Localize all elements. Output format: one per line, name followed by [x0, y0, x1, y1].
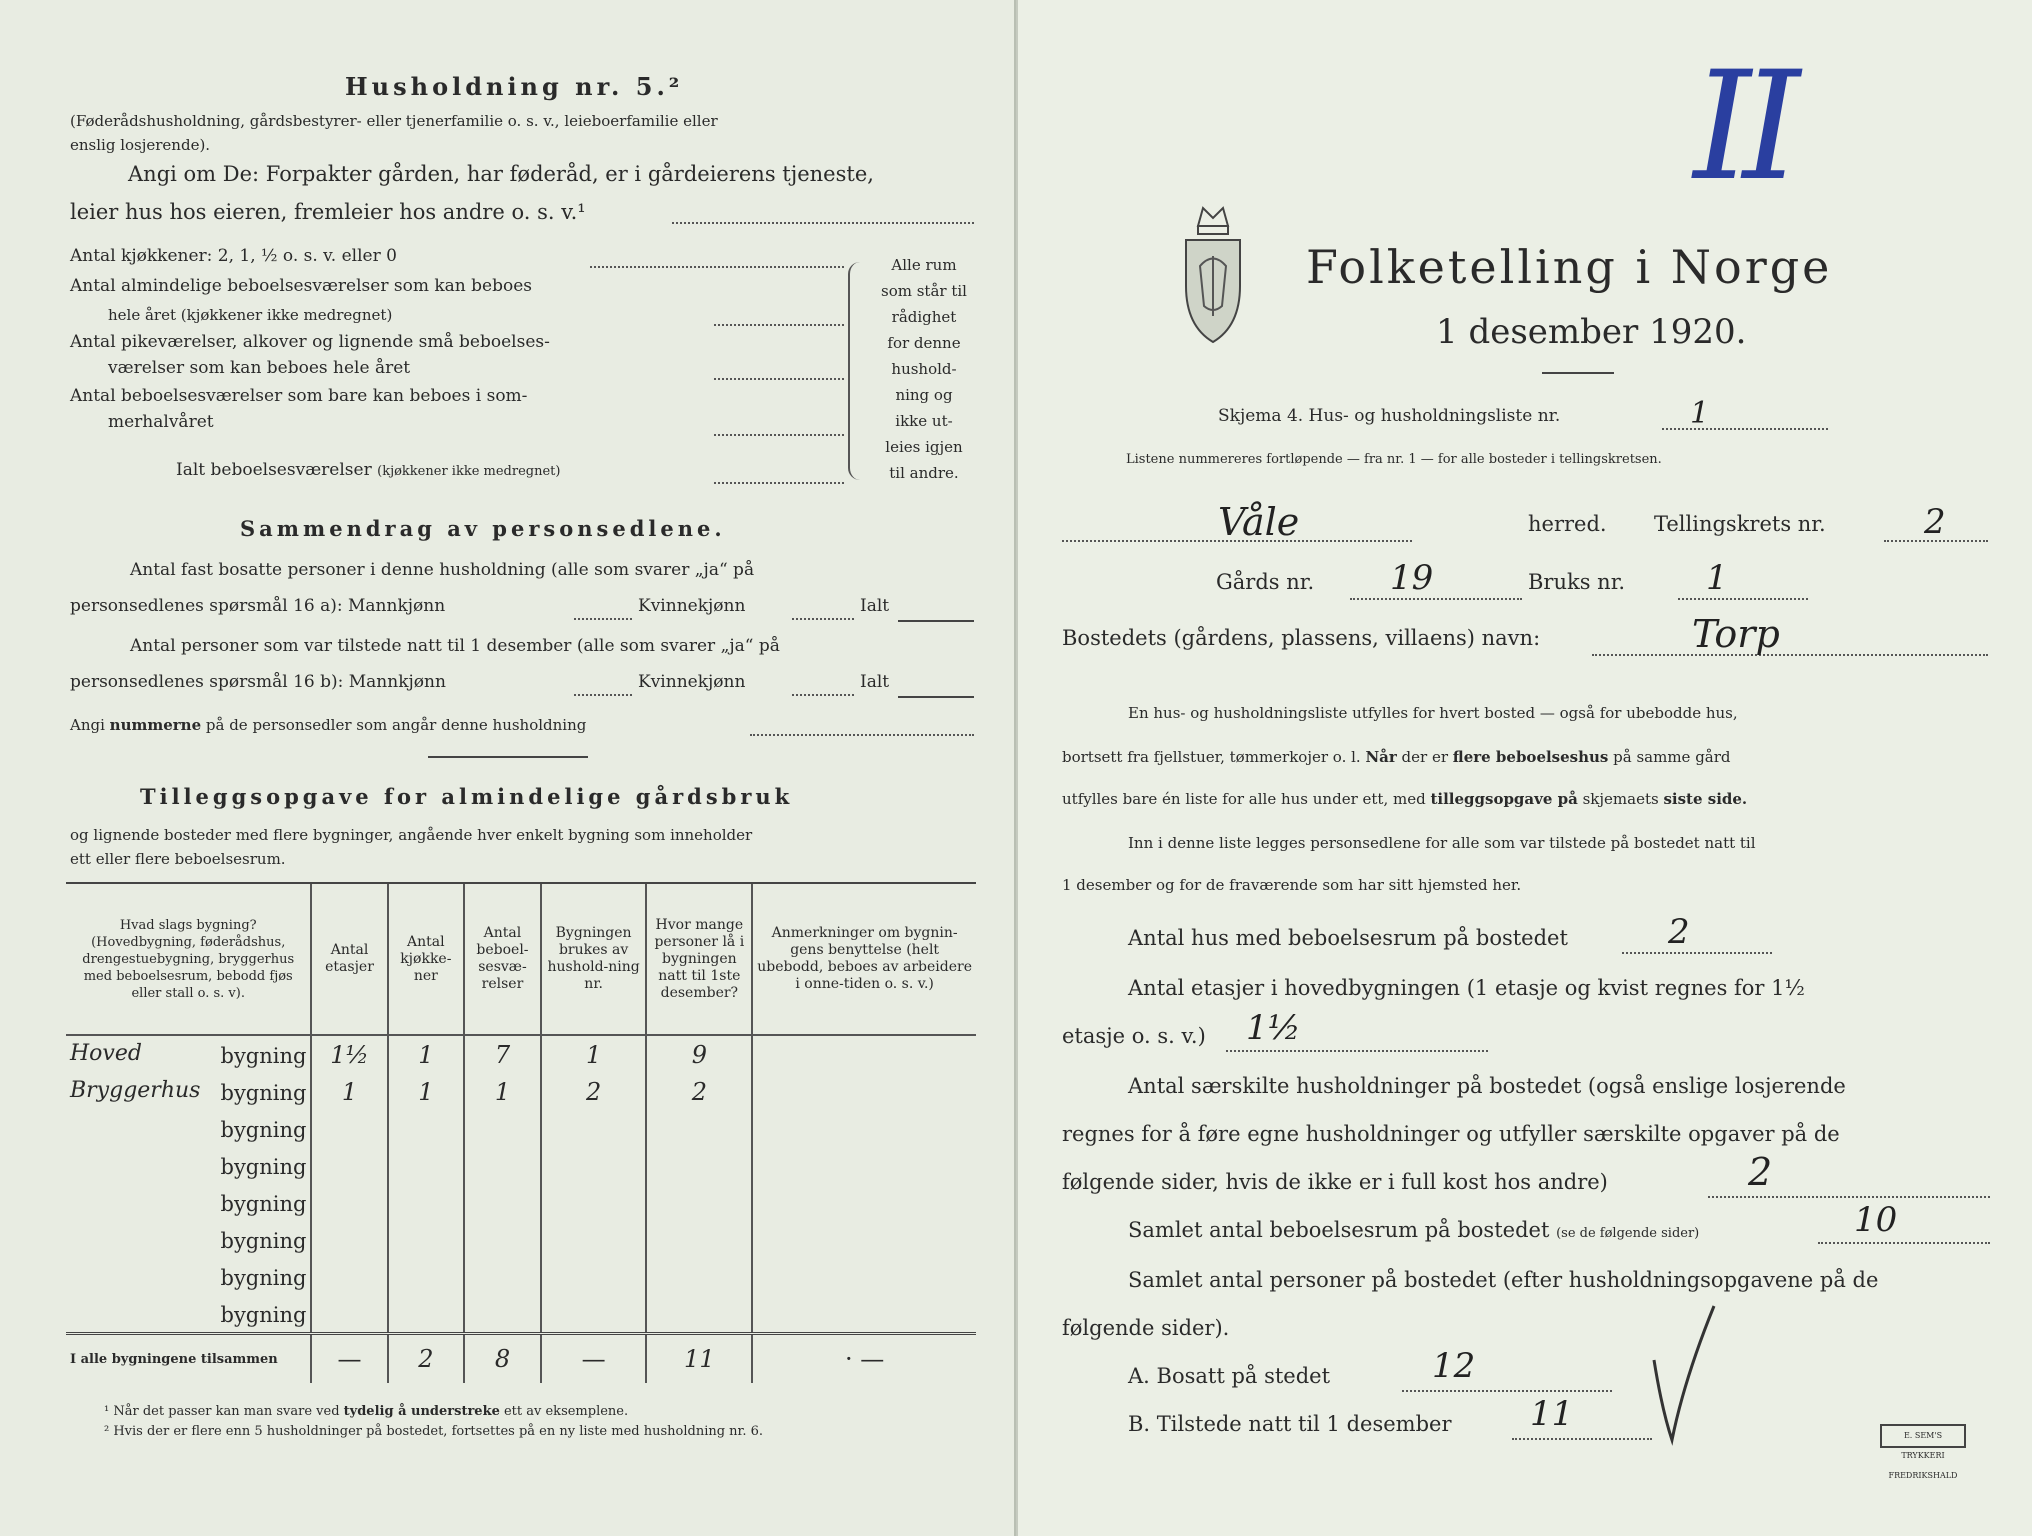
side-note-brace	[848, 262, 864, 480]
cell-hush	[541, 1147, 647, 1184]
table-row	[66, 1073, 976, 1110]
building-name-cell	[66, 1258, 311, 1295]
total-anm: · —	[752, 1334, 976, 1384]
side-note-line: som står til	[881, 282, 967, 300]
building-name-cell	[66, 1221, 311, 1258]
cell-hush	[541, 1110, 647, 1147]
rooms-total-label	[176, 460, 560, 480]
instr-2-pre: bortsett fra fjellstuer, tømmerkojer o. l.	[1062, 748, 1366, 766]
etasjer-value: 1½	[1246, 1008, 1301, 1048]
summary-1-kvinne: Kvinnekjønn	[638, 596, 746, 616]
instr-3-mid: skjemaets	[1577, 790, 1664, 808]
instr-3-bold2: siste side.	[1663, 790, 1748, 808]
side-note-line: ikke ut-	[895, 412, 953, 430]
instruction-4: Inn i denne liste legges personsedlene for alle som var tilstede på bostedet natt til	[1128, 834, 1756, 852]
cell-vaerelser	[464, 1184, 541, 1221]
footnote-2: ² Hvis der er flere enn 5 husholdninger på bostedet, fortsettes på en ny liste med husholdning nr. 6.	[104, 1424, 764, 1439]
instruction-5: 1 desember og for de fraværende som har sitt hjemsted her.	[1062, 876, 1522, 894]
building-name: Bryggerhus	[70, 1077, 201, 1103]
form-date: 1 desember 1920.	[1436, 312, 1747, 352]
krets-value: 2	[1924, 502, 1946, 542]
total-kjokken: 2	[388, 1334, 465, 1384]
footnote-1	[104, 1404, 628, 1419]
cell-etasjer	[311, 1184, 387, 1221]
cell-kjokken	[388, 1295, 465, 1334]
footnote-1-post: ett av eksemplene.	[499, 1404, 629, 1419]
rooms-2-label: Antal pikeværelser, alkover og lignende små beboelses-	[70, 332, 550, 352]
cell-vaerelser	[464, 1147, 541, 1184]
numbers-post: på de personsedler som angår denne husholdning	[201, 716, 587, 734]
rooms-1b-label: hele året (kjøkkener ikke medregnet)	[108, 306, 393, 324]
household-note: (Føderådshusholdning, gårdsbestyrer- eller tjenerfamilie o. s. v., leieboerfamilie eller	[70, 112, 718, 130]
building-name: Hoved	[70, 1040, 142, 1066]
column-header: Antal kjøkke-ner	[388, 884, 465, 1035]
bruks-value: 1	[1706, 558, 1728, 598]
cell-etasjer	[311, 1258, 387, 1295]
cell-personer	[646, 1184, 752, 1221]
total-etasjer: —	[311, 1334, 387, 1384]
numbers-pre: Angi	[70, 716, 110, 734]
table-row	[66, 1110, 976, 1147]
rooms-3b-label: merhalvåret	[108, 412, 214, 432]
column-header: Hvor mange personer lå i bygningen natt til 1ste desember?	[646, 884, 752, 1035]
checkmark-icon	[1644, 1300, 1724, 1450]
footnote-1-pre: ¹ Når det passer kan man svare ved	[104, 1404, 344, 1419]
summary-2-ialt: Ialt	[860, 672, 890, 692]
cell-etasjer: 1½	[311, 1035, 387, 1073]
personer-label: Samlet antal personer på bostedet (efter husholdningsopgavene på de	[1128, 1268, 1879, 1292]
cell-anm	[752, 1035, 976, 1073]
cell-hush	[541, 1258, 647, 1295]
instr-2-bold2: flere beboelseshus	[1452, 748, 1609, 766]
rooms-2b-label: værelser som kan beboes hele året	[108, 358, 411, 378]
side-note-line: for denne	[887, 334, 961, 352]
cell-vaerelser	[464, 1258, 541, 1295]
cell-personer	[646, 1110, 752, 1147]
building-name-cell	[66, 1110, 311, 1147]
bygning-label: bygning	[220, 1117, 307, 1142]
cell-kjokken	[388, 1147, 465, 1184]
cell-anm	[752, 1110, 976, 1147]
cell-etasjer	[311, 1147, 387, 1184]
bygning-label: bygning	[220, 1043, 307, 1068]
column-header: Hvad slags bygning? (Hovedbygning, føderådshus, drengestuebygning, bryggerhus med beboelsesrum, bebodd fjøs eller stall o. s. v).	[66, 884, 311, 1035]
bosted-value: Torp	[1692, 612, 1780, 656]
summary-2-kvinne: Kvinnekjønn	[638, 672, 746, 692]
cell-hush: 1	[541, 1035, 647, 1073]
hush-label-3: følgende sider, hvis de ikke er i full kost hos andre)	[1062, 1170, 1608, 1194]
numbers-bold: nummerne	[109, 716, 202, 734]
hush-label: Antal særskilte husholdninger på bostedet (også enslige losjerende	[1128, 1074, 1846, 1098]
summary-2: Antal personer som var tilstede natt til 1 desember (alle som svarer „ja“ på	[130, 636, 780, 656]
numbering-note: Listene nummereres fortløpende — fra nr. 1 — for alle bosteder i tellingskretsen.	[1126, 452, 1662, 467]
cell-etasjer	[311, 1295, 387, 1334]
buildings-table	[66, 884, 976, 1383]
building-name-cell	[66, 1035, 311, 1073]
column-header: Antal etasjer	[311, 884, 387, 1035]
total-hush: —	[541, 1334, 647, 1384]
schema-value: 1	[1690, 396, 1710, 431]
total-label: I alle bygningene tilsammen	[66, 1334, 311, 1384]
bruks-label: Bruks nr.	[1528, 570, 1626, 594]
cell-anm	[752, 1221, 976, 1258]
side-note-line: rådighet	[891, 308, 957, 326]
addendum-text: og lignende bosteder med flere bygninger, angående hver enkelt bygning som inneholder	[70, 826, 753, 844]
summary-title: Sammendrag av personsedlene.	[240, 516, 726, 541]
table-row	[66, 1147, 976, 1184]
tilstede-value: 11	[1530, 1394, 1574, 1434]
rum-label	[1128, 1218, 1699, 1242]
table-header-row	[66, 884, 976, 1035]
building-name-cell	[66, 1073, 311, 1110]
side-note-line: til andre.	[889, 464, 959, 482]
column-header: Bygningen brukes av hushold-ning nr.	[541, 884, 647, 1035]
cell-hush	[541, 1295, 647, 1334]
bosatt-label: A. Bosatt på stedet	[1128, 1364, 1331, 1388]
building-name-cell	[66, 1147, 311, 1184]
side-note-line: hushold-	[891, 360, 957, 378]
instr-3-pre: utfylles bare én liste for alle hus under ett, med	[1062, 790, 1431, 808]
bygning-label: bygning	[220, 1302, 307, 1327]
cell-personer	[646, 1221, 752, 1258]
bygning-label: bygning	[220, 1191, 307, 1216]
side-note-line: leies igjen	[885, 438, 963, 456]
building-name-cell	[66, 1295, 311, 1334]
rooms-total-note: (kjøkkener ikke medregnet)	[377, 464, 561, 479]
hus-label: Antal hus med beboelsesrum på bostedet	[1128, 926, 1568, 950]
rooms-1-label: Antal almindelige beboelsesværelser som kan beboes	[70, 276, 532, 296]
cell-personer	[646, 1295, 752, 1334]
table-row	[66, 1258, 976, 1295]
summary-1b: personsedlenes spørsmål 16 a): Mannkjønn	[70, 596, 446, 616]
rum-value: 10	[1854, 1200, 1898, 1240]
rum-note: (se de følgende sider)	[1556, 1226, 1700, 1241]
table-row	[66, 1184, 976, 1221]
table-row	[66, 1221, 976, 1258]
form-title: Folketelling i Norge	[1306, 240, 1833, 294]
cell-kjokken	[388, 1184, 465, 1221]
cell-anm	[752, 1258, 976, 1295]
addendum-title: Tilleggsopgave for almindelige gårdsbruk	[140, 784, 794, 809]
bygning-label: bygning	[220, 1154, 307, 1179]
instr-2-mid: der er	[1396, 748, 1453, 766]
side-note-line: Alle rum	[891, 256, 957, 274]
krets-label: Tellingskrets nr.	[1654, 512, 1826, 536]
table-body	[66, 1035, 976, 1383]
herred-value: Våle	[1218, 500, 1300, 544]
cell-vaerelser	[464, 1110, 541, 1147]
cell-hush: 2	[541, 1073, 647, 1110]
instruction-1: En hus- og husholdningsliste utfylles for hvert bosted — også for ubebodde hus,	[1128, 704, 1738, 722]
angi-text: Angi om De: Forpakter gården, har føderåd, er i gårdeierens tjeneste,	[128, 162, 874, 186]
total-vaerelser: 8	[464, 1334, 541, 1384]
bygning-label: bygning	[220, 1080, 307, 1105]
cell-personer	[646, 1147, 752, 1184]
table-row	[66, 1035, 976, 1073]
personer-label-2: følgende sider).	[1062, 1316, 1230, 1340]
footnote-1-bold: tydelig å understreke	[343, 1404, 500, 1419]
cell-vaerelser	[464, 1295, 541, 1334]
rooms-3-label: Antal beboelsesværelser som bare kan beboes i som-	[70, 386, 528, 406]
cell-kjokken	[388, 1110, 465, 1147]
cell-personer: 9	[646, 1035, 752, 1073]
instr-3-bold: tilleggsopgave på	[1430, 790, 1578, 808]
cell-kjokken	[388, 1221, 465, 1258]
cell-vaerelser: 1	[464, 1073, 541, 1110]
cell-anm	[752, 1073, 976, 1110]
numbers-label	[70, 716, 586, 734]
cell-anm	[752, 1295, 976, 1334]
summary-1: Antal fast bosatte personer i denne husholdning (alle som svarer „ja“ på	[130, 560, 755, 580]
cell-personer	[646, 1258, 752, 1295]
instr-2-post: på samme gård	[1608, 748, 1731, 766]
bosatt-value: 12	[1432, 1346, 1476, 1386]
right-page	[1016, 0, 2032, 1536]
cell-vaerelser	[464, 1221, 541, 1258]
addendum-text-2: ett eller flere beboelsesrum.	[70, 850, 286, 868]
rum-label-text: Samlet antal beboelsesrum på bostedet	[1128, 1218, 1550, 1242]
building-name-cell	[66, 1184, 311, 1221]
instruction-3	[1062, 790, 1747, 808]
instr-2-bold1: Når	[1365, 748, 1397, 766]
column-header: Anmerkninger om bygnin-gens benyttelse (helt ubebodd, beboes av arbeidere i onne-tiden o. s. v.)	[752, 884, 976, 1035]
bygning-label: bygning	[220, 1265, 307, 1290]
tilstede-label: B. Tilstede natt til 1 desember	[1128, 1412, 1452, 1436]
cell-etasjer	[311, 1221, 387, 1258]
total-row	[66, 1334, 976, 1384]
household-title: Husholdning nr. 5.²	[345, 72, 684, 101]
gards-value: 19	[1390, 558, 1434, 598]
cell-hush	[541, 1221, 647, 1258]
summary-2b: personsedlenes spørsmål 16 b): Mannkjønn	[70, 672, 446, 692]
cell-vaerelser: 7	[464, 1035, 541, 1073]
column-header: Antal beboel-sesvæ-relser	[464, 884, 541, 1035]
schema-label: Skjema 4. Hus- og husholdningsliste nr.	[1218, 406, 1561, 426]
table-row	[66, 1295, 976, 1334]
bosted-label: Bostedets (gårdens, plassens, villaens) navn:	[1062, 626, 1541, 650]
summary-1-ialt: Ialt	[860, 596, 890, 616]
roman-numeral: II	[1676, 40, 1806, 214]
etasjer-label: Antal etasjer i hovedbygningen (1 etasje og kvist regnes for 1½	[1128, 976, 1805, 1000]
cell-kjokken: 1	[388, 1035, 465, 1073]
herred-label: herred.	[1528, 512, 1607, 536]
total-personer: 11	[646, 1334, 752, 1384]
etasjer-label-2: etasje o. s. v.)	[1062, 1024, 1206, 1048]
hus-value: 2	[1668, 912, 1690, 952]
instruction-2	[1062, 748, 1731, 766]
cell-kjokken	[388, 1258, 465, 1295]
rooms-total-text: Ialt beboelsesværelser	[176, 460, 372, 480]
gards-label: Gårds nr.	[1216, 570, 1315, 594]
cell-etasjer: 1	[311, 1073, 387, 1110]
cell-kjokken: 1	[388, 1073, 465, 1110]
hush-label-2: regnes for å føre egne husholdninger og utfyller særskilte opgaver på de	[1062, 1122, 1840, 1146]
cell-hush	[541, 1184, 647, 1221]
cell-personer: 2	[646, 1073, 752, 1110]
printer-stamp: E. SEM'S TRYKKERI FREDRIKSHALD	[1880, 1424, 1966, 1448]
cell-anm	[752, 1184, 976, 1221]
cell-etasjer	[311, 1110, 387, 1147]
bygning-label: bygning	[220, 1228, 307, 1253]
side-note-line: ning og	[895, 386, 953, 404]
angi-text-2: leier hus hos eieren, fremleier hos andre o. s. v.¹	[70, 200, 586, 224]
coat-of-arms-icon	[1178, 196, 1248, 346]
kitchens-label: Antal kjøkkener: 2, 1, ½ o. s. v. eller 0	[70, 246, 397, 266]
side-note	[866, 252, 982, 486]
cell-anm	[752, 1147, 976, 1184]
hush-value: 2	[1748, 1150, 1773, 1194]
household-note-2: enslig losjerende).	[70, 136, 211, 154]
